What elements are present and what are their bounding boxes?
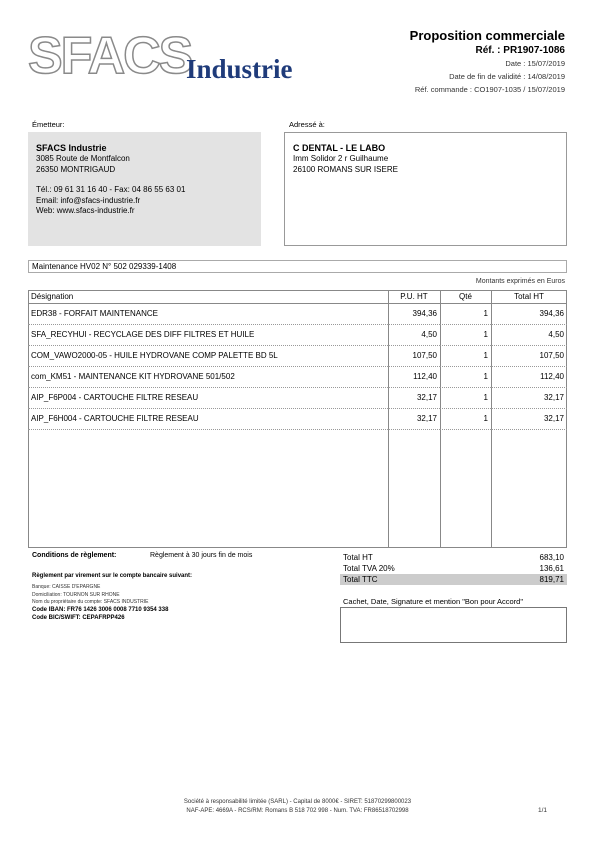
document-date: Date : 15/07/2019: [505, 59, 565, 68]
row-designation: EDR38 - FORFAIT MAINTENANCE: [28, 303, 388, 324]
emitter-name: SFACS Industrie: [36, 143, 107, 153]
validity-date: Date de fin de validité : 14/08/2019: [449, 72, 565, 81]
row-unit-price: 4,50: [388, 324, 440, 345]
row-quantity: 1: [440, 408, 491, 429]
emitter-box: [28, 132, 261, 246]
header-unit-price: P.U. HT: [388, 290, 440, 303]
header-designation: Désignation: [28, 290, 388, 303]
total-ttc-label: Total TTC: [343, 575, 378, 584]
emitter-label: Émetteur:: [32, 120, 65, 129]
row-quantity: 1: [440, 387, 491, 408]
row-total: 107,50: [491, 345, 567, 366]
logo-brand: SFACS: [28, 27, 192, 85]
row-unit-price: 107,50: [388, 345, 440, 366]
row-unit-price: 32,17: [388, 408, 440, 429]
table-row: [28, 408, 567, 429]
emitter-web: Web: www.sfacs-industrie.fr: [36, 206, 135, 215]
signature-label: Cachet, Date, Signature et mention "Bon pour Accord": [343, 597, 524, 606]
bank-domiciliation: Domiciliation: TOURNON SUR RHONE: [32, 592, 120, 598]
row-designation: com_KM51 - MAINTENANCE KIT HYDROVANE 501/502: [28, 366, 388, 387]
row-total: 112,40: [491, 366, 567, 387]
total-ht-row: [340, 552, 567, 563]
emitter-phone: Tél.: 09 61 31 16 40 - Fax: 04 86 55 63 01: [36, 185, 186, 194]
row-quantity: 1: [440, 303, 491, 324]
row-total: 32,17: [491, 408, 567, 429]
row-total: 4,50: [491, 324, 567, 345]
bank-transfer-title: Règlement par virement sur le compte bancaire suivant:: [32, 573, 193, 579]
bank-account-owner: Nom du propriétaire du compte: SFACS INDUSTRIE: [32, 599, 149, 605]
subject-line: Maintenance HV02 N° 502 029339-1408: [28, 260, 567, 273]
emitter-email: Email: info@sfacs-industrie.fr: [36, 195, 141, 205]
row-unit-price: 394,36: [388, 303, 440, 324]
row-designation: AIP_F6P004 - CARTOUCHE FILTRE RESEAU: [28, 387, 388, 408]
header-quantity: Qté: [440, 290, 491, 303]
row-designation: SFA_RECYHUI - RECYCLAGE DES DIFF FILTRES ET HUILE: [28, 324, 388, 345]
document-reference: Réf. : PR1907-1086: [475, 45, 565, 56]
emitter-address-1: 3085 Route de Montfalcon: [36, 154, 130, 163]
total-ht-value: 683,10: [539, 553, 564, 562]
table-row: [28, 303, 567, 324]
total-tva-row: [340, 563, 567, 574]
row-total: 394,36: [491, 303, 567, 324]
row-designation: AIP_F6H004 - CARTOUCHE FILTRE RESEAU: [28, 408, 388, 429]
totals-block: [340, 552, 567, 585]
bank-bic: Code BIC/SWIFT: CEPAFRPP426: [32, 615, 125, 621]
row-total: 32,17: [491, 387, 567, 408]
recipient-box: [284, 132, 567, 246]
recipient-label: Adressé à:: [289, 120, 325, 129]
company-logo: [28, 27, 318, 90]
bank-name: Banque: CAISSE D'EPARGNE: [32, 584, 101, 590]
footer-line-2: NAF-APE: 4669A - RCS/RM: Romans B 518 702 998 - Num. TVA: FR86518702998: [186, 808, 409, 814]
total-tva-value: 136,61: [539, 564, 564, 573]
order-reference: Réf. commande : CO1907-1035 / 15/07/2019: [414, 85, 565, 94]
document-header: [410, 28, 565, 96]
emitter-address-2: 26350 MONTRIGAUD: [36, 164, 116, 174]
footer-line-1: Société à responsabilité limitée (SARL) - Capital de 8000€ - SIRET: 51870299800023: [183, 799, 412, 805]
row-unit-price: 112,40: [388, 366, 440, 387]
row-designation: COM_VAWO2000-05 - HUILE HYDROVANE COMP PALETTE BD 5L: [28, 345, 388, 366]
document-title: Proposition commerciale: [409, 28, 565, 43]
payment-conditions-label: Conditions de règlement:: [32, 552, 117, 559]
header-total: Total HT: [491, 290, 567, 303]
row-quantity: 1: [440, 324, 491, 345]
table-row: [28, 345, 567, 366]
payment-conditions-value: Règlement à 30 jours fin de mois: [150, 552, 253, 559]
recipient-address-1: Imm Solidor 2 r Guilhaume: [293, 154, 389, 163]
row-quantity: 1: [440, 345, 491, 366]
logo-subtitle: Industrie: [186, 54, 293, 84]
total-ttc-value: 819,71: [539, 575, 564, 584]
table-header-row: [28, 290, 567, 303]
bank-iban: Code IBAN: FR76 1426 3006 0008 7710 9354 338: [32, 607, 169, 613]
items-table: [28, 290, 567, 430]
currency-note: Montants exprimés en Euros: [475, 278, 565, 285]
row-unit-price: 32,17: [388, 387, 440, 408]
table-row: [28, 366, 567, 387]
total-ht-label: Total HT: [343, 553, 373, 562]
recipient-address-2: 26100 ROMANS SUR ISERE: [293, 164, 398, 174]
total-ttc-row: [340, 574, 567, 585]
recipient-name: C DENTAL - LE LABO: [293, 143, 386, 153]
footer: [0, 798, 595, 816]
table-row: [28, 324, 567, 345]
page-number: 1/1: [537, 807, 547, 814]
total-tva-label: Total TVA 20%: [343, 564, 395, 573]
table-row: [28, 387, 567, 408]
signature-box: [340, 607, 567, 643]
row-quantity: 1: [440, 366, 491, 387]
